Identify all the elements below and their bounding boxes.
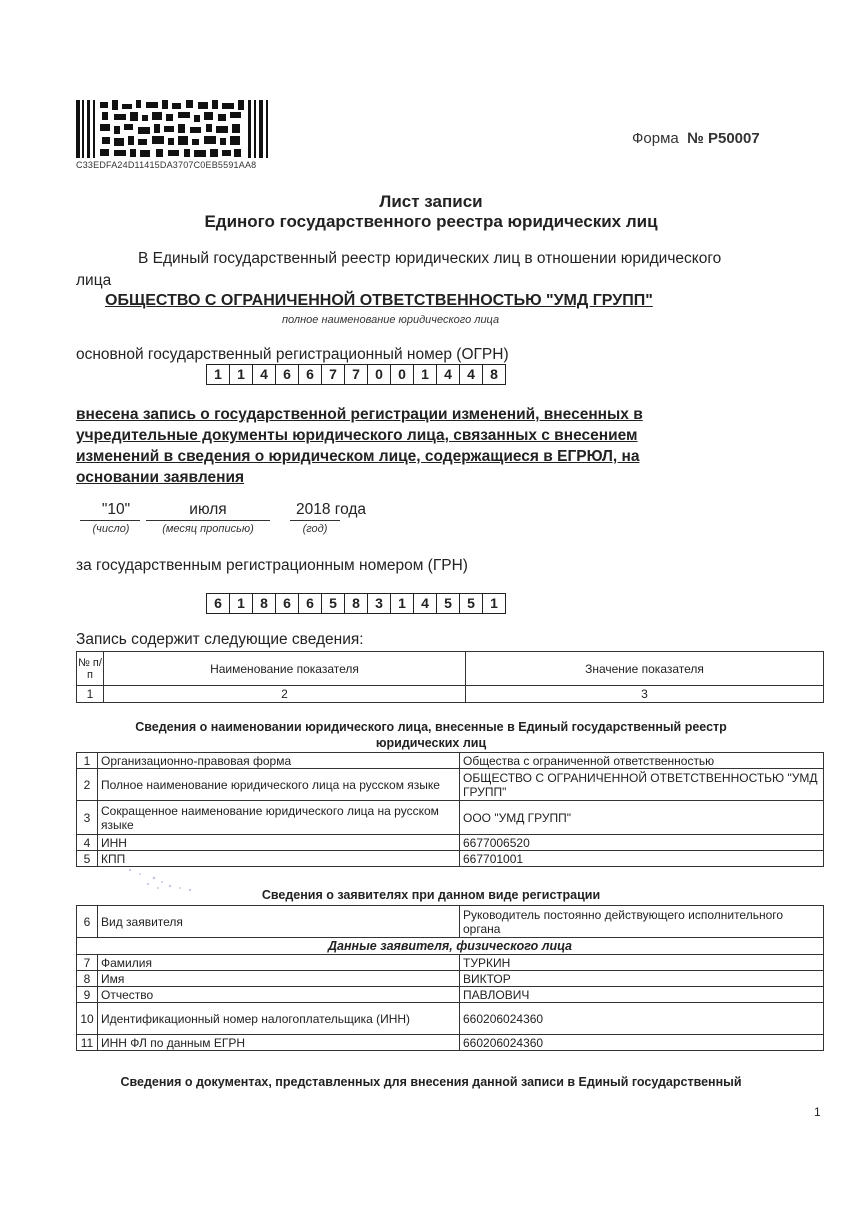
section1-table xyxy=(76,752,824,867)
table-row: 2 Полное наименование юридического лица на русском языке ОБЩЕСТВО С ОГРАНИЧЕННОЙ ОТВЕТСТВЕННОСТЬЮ "УМД ГРУПП" xyxy=(77,769,824,801)
form-number: Форма № Р50007 xyxy=(632,130,760,147)
table-row: 5 КПП 667701001 xyxy=(77,851,824,867)
ogrn-digits: 1 1 4 6 6 7 7 0 0 1 4 4 8 xyxy=(206,364,506,385)
applicant-subheader: Данные заявителя, физического лица xyxy=(77,938,824,955)
section3-title: Сведения о документах, представленных для внесения данной записи в Единый государственный xyxy=(120,1075,742,1089)
barcode-code: C33EDFA24D11415DA3707C0EB5591AA8 xyxy=(76,160,257,170)
page-number: 1 xyxy=(814,1105,821,1119)
table-row: 1 Организационно-правовая форма Общества с ограниченной ответственностью xyxy=(77,753,824,769)
table-row: 9 Отчество ПАВЛОВИЧ xyxy=(77,987,824,1003)
section1-title-line2: юридических лиц xyxy=(375,736,487,750)
day-caption: (число) xyxy=(92,523,130,535)
title-line2: Единого государственного реестра юридических лиц xyxy=(204,212,658,231)
table-row: 6 Вид заявителя Руководитель постоянно действующего исполнительного органа xyxy=(77,906,824,938)
ogrn-label: основной государственный регистрационный номер (ОГРН) xyxy=(76,346,509,363)
org-name: ОБЩЕСТВО С ОГРАНИЧЕННОЙ ОТВЕТСТВЕННОСТЬЮ "УМД ГРУПП" xyxy=(105,292,653,309)
record-intro: Запись содержит следующие сведения: xyxy=(76,631,364,648)
date-month: июля xyxy=(189,501,227,518)
intro-line1: В Единый государственный реестр юридических лиц в отношении юридического xyxy=(138,250,722,267)
year-caption: (год) xyxy=(302,523,328,535)
date-year: 2018 года xyxy=(296,501,367,518)
section2-table xyxy=(76,905,824,1051)
org-caption: полное наименование юридического лица xyxy=(282,314,500,326)
barcode xyxy=(76,100,272,158)
table-row: 11 ИНН ФЛ по данным ЕГРН 660206024360 xyxy=(77,1035,824,1051)
table-row: 3 Сокращенное наименование юридического лица на русском языке ООО "УМД ГРУПП" xyxy=(77,801,824,835)
table-row: 4 ИНН 6677006520 xyxy=(77,835,824,851)
record-header-table: № п/п Наименование показателя Значение показателя 1 2 3 xyxy=(76,651,824,703)
section2-title: Сведения о заявителях при данном виде регистрации xyxy=(261,888,601,902)
table-row: 8 Имя ВИКТОР xyxy=(77,971,824,987)
title-line1: Лист записи xyxy=(379,192,483,211)
table-row: 10 Идентификационный номер налогоплательщика (ИНН) 660206024360 xyxy=(77,1003,824,1035)
grn-label: за государственным регистрационным номером (ГРН) xyxy=(76,557,468,574)
entry-text: внесена запись о государственной регистрации изменений, внесенных в учредительные документы юридического лица, связанных с внесением изменений в сведения о юридическом лице, содержащиеся в ЕГРЮЛ, на основании заявления xyxy=(76,406,643,486)
table-row: 7 Фамилия ТУРКИН xyxy=(77,955,824,971)
date-day: "10" xyxy=(101,501,131,518)
grn-digits: 6 1 8 6 6 5 8 3 1 4 5 5 1 xyxy=(206,593,506,614)
section1-title-line1: Сведения о наименовании юридического лица, внесенные в Единый государственный реестр xyxy=(135,720,727,734)
month-caption: (месяц прописью) xyxy=(162,523,254,535)
intro-line2: лица xyxy=(76,272,112,289)
